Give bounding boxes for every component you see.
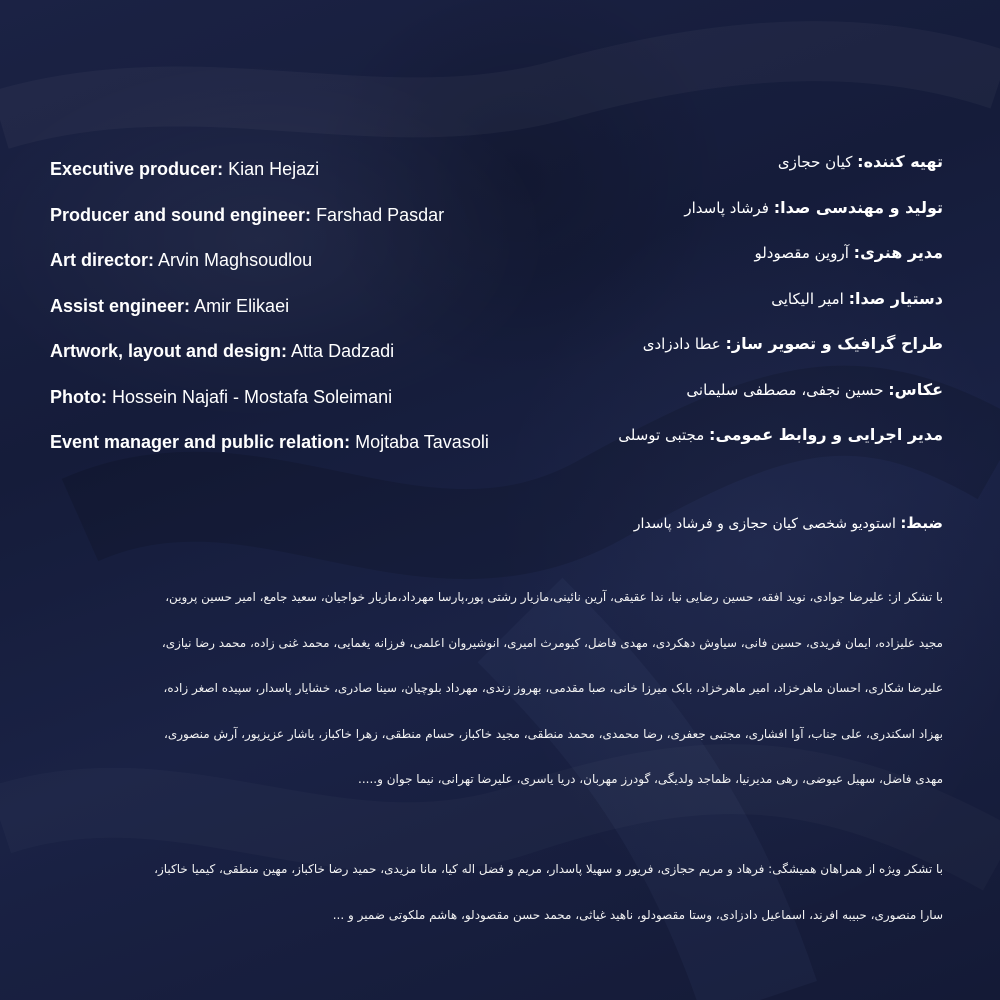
credits-english (50, 154, 590, 473)
special-thanks-section (43, 858, 943, 949)
credit-role: Assist engineer: (50, 295, 191, 316)
credit-name: Amir Elikaei (194, 295, 290, 316)
credit-name: Kian Hejazi (228, 159, 320, 179)
credit-line-fa (543, 284, 943, 330)
special-thanks-line: سارا منصوری، حبیبه افرند، اسماعیل دادزادی، وستا مقصودلو، ناهید غیاثی، محمد حسن مقصودلو، هاشم ملکوتی ضمیر و ... (332, 907, 943, 922)
credit-role: Producer and sound engineer: (50, 204, 312, 225)
credit-name-fa: کیان حجازی (777, 153, 853, 171)
credit-name-fa: آروین مقصودلو (754, 244, 849, 262)
credit-role: Event manager and public relation: (50, 432, 351, 452)
credit-line-fa (543, 193, 943, 239)
credit-line-fa (543, 238, 943, 284)
credit-role: Artwork, layout and design: (50, 341, 288, 361)
credit-name: Arvin Maghsoudlou (158, 250, 313, 270)
recording-studio: استودیو شخصی کیان حجازی و فرشاد پاسدار (633, 516, 896, 532)
thanks-line: مجید علیزاده، ایمان فریدی، حسین فانی، سیاوش دهکردی، مهدی فاضل، کیومرث امیری، انوشیروان اعلمی، فرزانه یغمایی، محمد غنی زاده، محمد رضا نیازی، (161, 635, 943, 650)
credit-line-fa (543, 147, 943, 193)
credit-line-en (50, 291, 590, 337)
credit-line-fa (543, 375, 943, 421)
credit-role-fa: تهیه کننده: (857, 152, 943, 171)
special-thanks-line: با تشکر ویژه از همراهان همیشگی: فرهاد و مریم حجازی، فریور و سهیلا پاسدار، مریم و فضل اله کیا، مانا مزیدی، حمید رضا خاکباز، مهین منطقی، کیمیا خاکباز، (154, 862, 943, 876)
credit-name-fa: عطا دادزادی (642, 335, 721, 353)
credit-name-fa: حسین نجفی، مصطفی سلیمانی (686, 380, 884, 399)
credit-line-en (50, 154, 590, 200)
credit-role-fa: عکاس: (888, 379, 943, 399)
credits-persian (543, 147, 943, 466)
credit-role-fa: طراح گرافیک و تصویر ساز: (725, 334, 943, 353)
credit-name: Farshad Pasdar (316, 204, 445, 225)
recording-credit (443, 508, 943, 539)
credit-line-fa (543, 420, 943, 466)
credit-role: Photo: (50, 386, 107, 407)
credit-line-fa (543, 329, 943, 375)
credit-role-fa: مدیر هنری: (853, 243, 943, 262)
credit-role-fa: مدیر اجرایی و روابط عمومی: (709, 425, 943, 444)
credit-role: Art director: (50, 250, 155, 270)
thanks-line: بهزاد اسکندری، علی جناب، آوا افشاری، مجتبی جعفری، رضا محمدی، محمد منطقی، مجید خاکباز، حسام منطقی، زهرا خاکباز، یاشار عزیزپور، آرش منصوری، (164, 726, 943, 741)
credit-line-en (50, 200, 590, 246)
credit-name: Mojtaba Tavasoli (355, 432, 489, 452)
thanks-line: علیرضا شکاری، احسان ماهرخزاد، امیر ماهرخزاد، بابک میرزا خانی، صبا مقدمی، بهروز زندی، مهرداد بلوچیان، سینا صادری، خشایار پاسدار، سپیده اصغر زاده، (163, 681, 943, 695)
thanks-line: با تشکر از: علیرضا جوادی، نوید افقه، حسین رضایی نیا، ندا عقیقی، آرین نائینی،مازیار رشتی پور،پارسا مهرداد،مازیار خواجیان، سعید جامع، امیر حسین پروین، (165, 590, 943, 604)
credit-name: Hossein Najafi - Mostafa Soleimani (112, 386, 393, 407)
credit-name-fa: مجتبی توسلی (618, 426, 705, 444)
credit-line-en (50, 427, 590, 473)
credit-line-en (50, 382, 590, 428)
thanks-section (43, 586, 943, 814)
credit-role-fa: تولید و مهندسی صدا: (773, 197, 943, 217)
recording-role: ضبط: (900, 514, 943, 532)
thanks-line: مهدی فاضل، سهیل عیوضی، رهی مدیرنیا، ظماجد ولدیگی، گودرز مهربان، دریا یاسری، علیرضا تهرانی، نیما جوان و..... (358, 772, 943, 786)
credit-name-fa: امیر الیکایی (771, 289, 844, 308)
credit-line-en (50, 245, 590, 291)
credit-name-fa: فرشاد پاسدار (684, 198, 769, 217)
credit-line-en (50, 336, 590, 382)
credit-role: Executive producer: (50, 159, 224, 179)
credit-role-fa: دستیار صدا: (848, 288, 943, 308)
credit-name: Atta Dadzadi (291, 341, 395, 361)
